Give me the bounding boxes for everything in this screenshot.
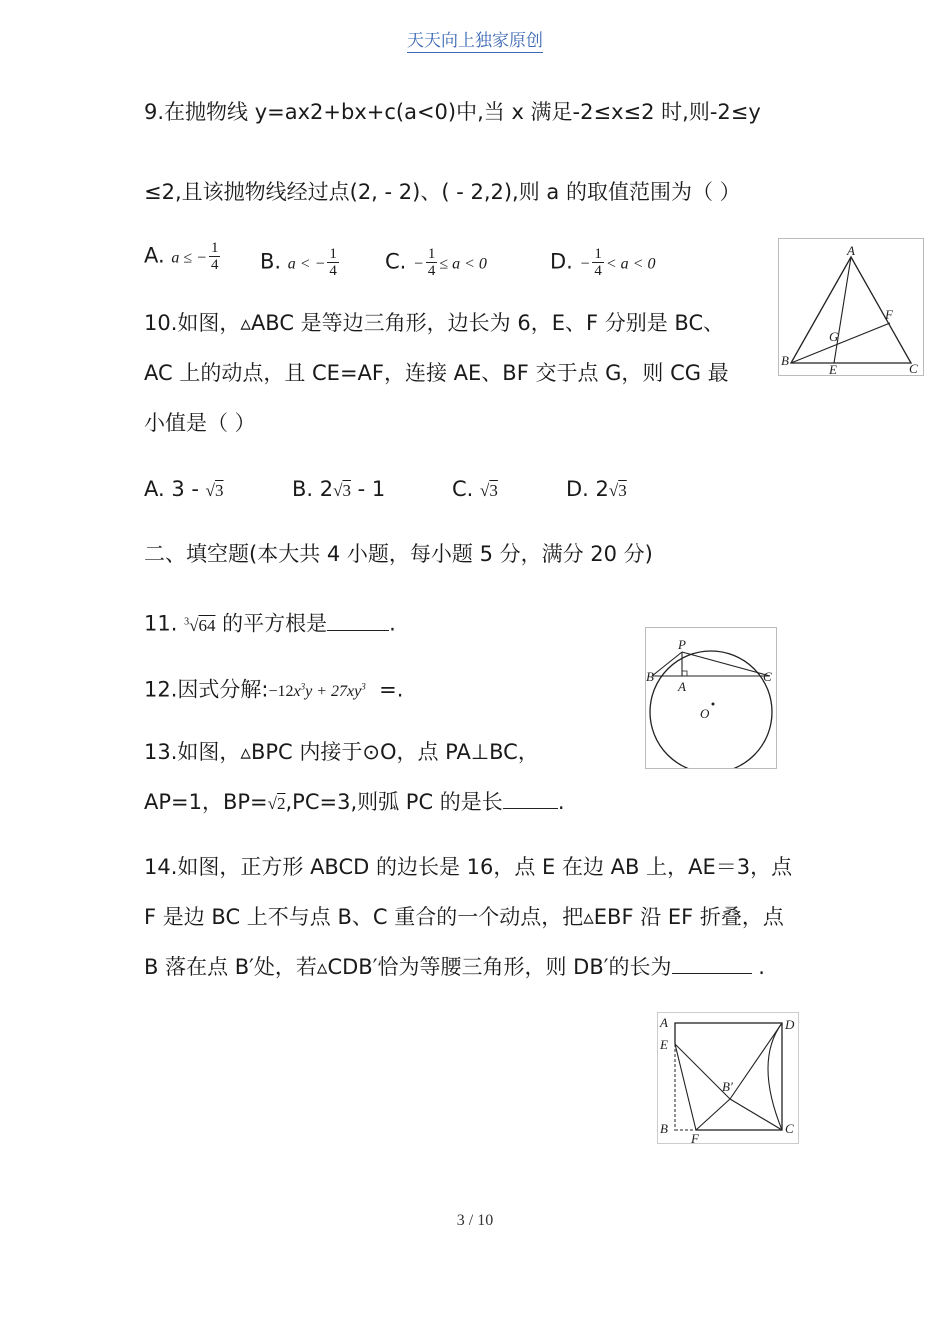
triangle-figure	[778, 238, 924, 376]
q10-option-b: B. 2√3 - 1	[292, 477, 386, 501]
q10-option-d: D. 2√3	[566, 477, 627, 501]
segment-pc	[682, 652, 770, 676]
q14-line3: B 落在点 B′处，若▵CDB′恰为等腰三角形，则 DB′的长为 .	[144, 955, 765, 979]
q10-line3: 小值是（ ）	[144, 411, 256, 435]
label-b: B	[646, 669, 654, 684]
label-e: E	[660, 1037, 668, 1052]
q12-expression: $-12x^3y + 27xy^3$	[268, 682, 366, 701]
cube-root-64: $^3$√64	[184, 615, 216, 635]
segment-bf	[791, 323, 890, 363]
label-c: C	[763, 669, 772, 684]
page-number: 3 / 10	[456, 1212, 494, 1229]
section-2-title: 二、填空题(本大共 4 小题，每小题 5 分，满分 20 分)	[144, 542, 653, 566]
fraction-one-quarter: $\frac{1}{4}$	[329, 246, 337, 279]
label-f: F	[691, 1131, 699, 1143]
square-figure	[657, 1012, 799, 1144]
q13-line1: 13.如图，▵BPC 内接于⊙O，点 PA⊥BC，	[144, 740, 539, 764]
square-diagram	[658, 1013, 798, 1143]
label-b: B	[660, 1121, 668, 1136]
header-title: 天天向上独家原创	[407, 31, 543, 51]
label-e: E	[829, 362, 837, 375]
sqrt-3: √3	[608, 481, 627, 500]
circle-o	[650, 651, 772, 768]
q14-answer-blank[interactable]	[672, 953, 752, 974]
label-g: G	[829, 329, 839, 344]
circle-diagram	[646, 628, 776, 768]
q10-line2: AC 上的动点，且 CE=AF，连接 AE、BF 交于点 G，则 CG 最	[144, 361, 729, 385]
triangle-abc	[791, 257, 911, 363]
label-a: A	[660, 1015, 668, 1030]
q9-option-d: D. − $\frac{1}{4}$ < a < 0	[550, 246, 656, 279]
sqrt-3: √3	[205, 481, 224, 500]
q14-line2: F 是边 BC 上不与点 B、C 重合的一个动点，把▵EBF 沿 EF 折叠，点	[144, 905, 784, 929]
q11: 11. $^3$√64 的平方根是 .	[144, 611, 396, 636]
fraction-one-quarter: $\frac{1}{4}$	[594, 246, 602, 279]
q9-option-d-label: D.	[550, 249, 573, 274]
label-o: O	[700, 706, 710, 721]
q13-answer-blank[interactable]	[503, 788, 558, 809]
fraction-one-quarter: $\frac{1}{4}$	[210, 240, 219, 273]
segment-fb-prime	[696, 1099, 730, 1130]
circle-figure	[645, 627, 777, 769]
label-b: B	[781, 353, 789, 368]
q9-option-c: C. − $\frac{1}{4}$ ≤ a < 0	[385, 246, 487, 279]
label-f: F	[885, 307, 893, 322]
arc-b-prime	[768, 1023, 782, 1130]
q12: 12.因式分解$:-12x^3y + 27xy^3$ =.	[144, 677, 404, 702]
q14-line1: 14.如图，正方形 ABCD 的边长是 16，点 E 在边 AB 上，AE＝3，点	[144, 855, 793, 879]
q9-option-b-math: a < −	[287, 255, 326, 273]
label-c: C	[909, 361, 918, 375]
q9-line1: 9.在抛物线 y=ax2+bx+c(a<0)中,当 x 满足-2≤x≤2 时,则-2≤y	[144, 100, 761, 124]
fraction-one-quarter: $\frac{1}{4}$	[427, 246, 436, 279]
q11-answer-blank[interactable]	[327, 610, 389, 631]
page-header	[0, 26, 950, 51]
q9-options	[144, 240, 222, 273]
q9-option-b	[260, 246, 341, 279]
q9-line2: ≤2,且该抛物线经过点(2, - 2)、( - 2,2),则 a 的取值范围为（ ）	[144, 180, 741, 204]
q9-option-a-math: a ≤ −	[171, 249, 207, 267]
label-d: D	[785, 1017, 795, 1032]
segment-ef	[675, 1044, 696, 1130]
segment-cb-prime	[730, 1099, 782, 1130]
q10-option-c: C. √3	[452, 477, 498, 501]
right-angle-mark	[682, 671, 687, 676]
segment-bp	[652, 652, 682, 676]
q9-option-b-label: B.	[260, 249, 282, 274]
center-point	[712, 703, 715, 706]
q10-option-a: A. 3 - √3	[144, 477, 224, 501]
sqrt-3: √3	[333, 481, 351, 500]
sqrt-3: √3	[480, 481, 498, 500]
triangle-diagram	[779, 239, 923, 375]
label-c: C	[785, 1121, 794, 1136]
square-abcd	[675, 1023, 782, 1130]
q9-option-a-label: A.	[144, 243, 165, 268]
label-a: A	[847, 243, 855, 258]
label-b-prime: B′	[722, 1079, 733, 1094]
q9-option-c-label: C.	[385, 249, 407, 274]
q10-line1: 10.如图，▵ABC 是等边三角形，边长为 6，E、F 分别是 BC、	[144, 311, 725, 335]
q13-line2: AP=1，BP=√2,PC=3,则弧 PC 的是长 .	[144, 790, 565, 814]
label-a: A	[678, 679, 686, 694]
segment-db-prime	[730, 1023, 782, 1099]
label-p: P	[678, 637, 686, 652]
sqrt-2: √2	[267, 794, 286, 813]
